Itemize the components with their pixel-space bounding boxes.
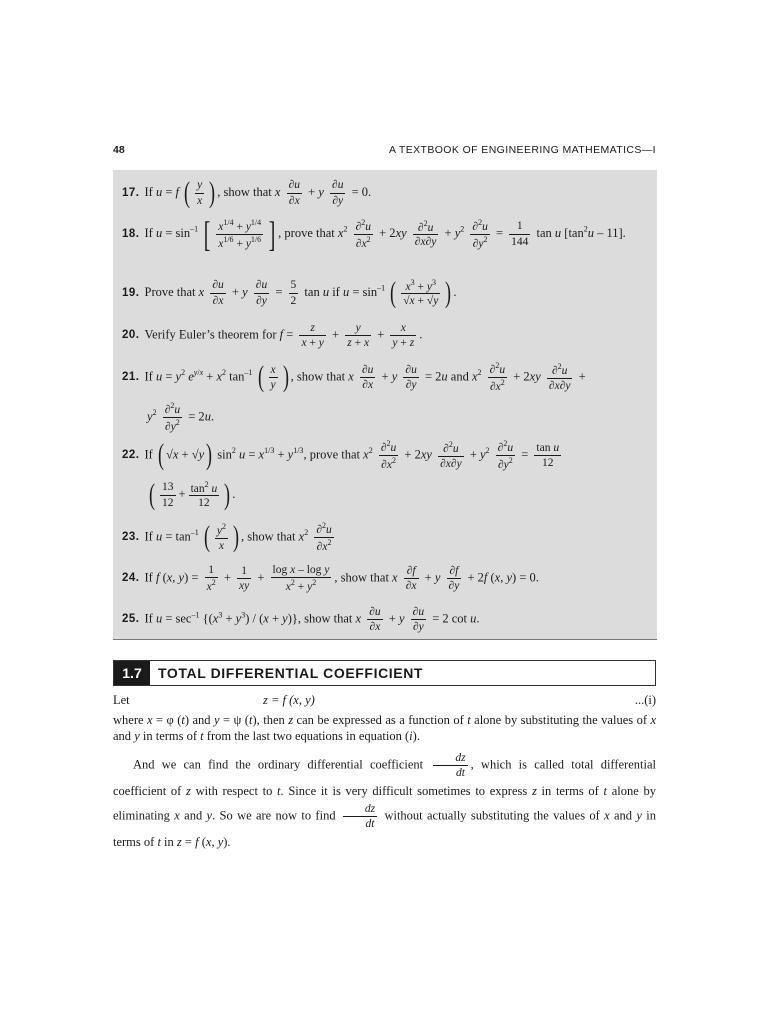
running-title: A TEXTBOOK OF ENGINEERING MATHEMATICS—I (388, 144, 656, 156)
paragraph-2: And we can find the ordinary differential coefficient $\frac{dz}{dt}$ , which is called total differential coefficient of z with respect to t. Since it is very difficult sometimes to express z in terms of t alone by eliminating x and y. So we are now to find $\frac{dz}{dt}$ without actually substituting the values of x and y in terms of t in z = f (x, y). (113, 752, 657, 850)
equation-i: z = f (x, y) (263, 693, 315, 707)
exercise-22-cont: ( $\frac{13}{12}$ + $\frac{\tan^2 u}{12}$ ) . (149, 478, 236, 511)
section-title: TOTAL DIFFERENTIAL COEFFICIENT (158, 665, 424, 681)
equation-tag: ...(i) (634, 693, 656, 707)
equation-line (113, 693, 656, 709)
exercise-22: 22. If ( √x + √y) $\sin^2 u = x^{1/3} + y^{1/3}$, prove that $x^2$ $\frac{\partial^2u}{\partial x^2}$ + 2xy $\frac{\partial^2u}{\partial x\partial y}$ + $y^2$ $\frac{\partial^2u}{\partial y^2}$ = $\frac{\text{tan u}}{12}$ (122, 438, 560, 472)
exercise-20: 20. Verify Euler’s theorem for f = $\frac{z}{x + y}$ + $\frac{y}{z + x}$ + $\frac{x}{y + z}$ . (122, 322, 423, 350)
paragraph-1: where x = φ (t) and y = ψ (t), then z can be expressed as a function of t alone by substituting the values of x and y in terms of t from the last two equations in equation (i). (113, 713, 657, 743)
exercise-25: 25. If $u = \sec^{-1} \{(x^3 + y^3) / (x + y)\}$, show that x $\frac{\partial u}{\partial x}$ + y $\frac{\partial u}{\partial y}$ = 2 cot u. (122, 606, 480, 634)
exercise-21: 21. If $u = y^2$ $e^{y/x} + x^2$ $\tan^{-1}$ ( $\frac{x}{y}$ ) , show that x $\frac{\partial u}{\partial x}$ + y $\frac{\partial u}{\partial y}$ = 2u and $x^2$ $\frac{\partial^2u}{\partial x^2}$ + 2xy $\frac{\partial^2u}{\partial x\partial y}$ + (122, 360, 586, 394)
let-label: Let (113, 693, 130, 707)
exercise-box-rule (113, 639, 657, 640)
exercise-21-cont: $y^2$ $\frac{\partial^2u}{\partial y^2}$ = 2u. (147, 401, 215, 433)
exercise-23: 23. If $u = \tan^{-1}$ ( $\frac{y^2}{x}$ ) , show that $x^2$ $\frac{\partial^2u}{\partial x^2}$ (122, 520, 332, 554)
exercise-19: 19. Prove that x $\frac{\partial u}{\partial x}$ + y $\frac{\partial u}{\partial y}$ = $\frac{5}{2}$ tan u if $u = \sin^{-1}$ ( $\frac{x^3 + y^3}{√x + √y}$ ) . (122, 276, 457, 309)
page-number: 48 (113, 144, 125, 156)
section-number: 1.7 (114, 661, 150, 685)
exercise-17: 17. If u = f ( $\frac{y}{x}$ ) , show that x $\frac{\partial u}{\partial x}$ + y $\frac{\partial u}{\partial y}$ = 0. (122, 176, 372, 209)
section-heading (113, 660, 656, 686)
exercise-box (113, 170, 657, 640)
exercise-18: 18. If $u = \sin^{-1}$ [ $\frac{x^{1/4} + y^{1/4}}{x^{1/6} + y^{1/6}}$ ] , prove that $x^2$ $\frac{\partial^2u}{\partial x^2}$ + 2xy $\frac{\partial^2u}{\partial x\partial y}$ + $y^2$ $\frac{\partial^2u}{\partial y^2}$ = $\frac{1}{144}$ tan u $[\tan^2u - 11]$. (122, 214, 626, 254)
page-header (113, 144, 656, 160)
exercise-24: 24. If f (x, y) = $\frac{1}{x^2}$ + $\frac{1}{xy}$ + $\frac{\text{log x – log y}}{x^2 + y^2}$ , show that x $\frac{\partial f}{\partial x}$ + y $\frac{\partial f}{\partial y}$ + 2f (x, y) = 0. (122, 564, 539, 593)
